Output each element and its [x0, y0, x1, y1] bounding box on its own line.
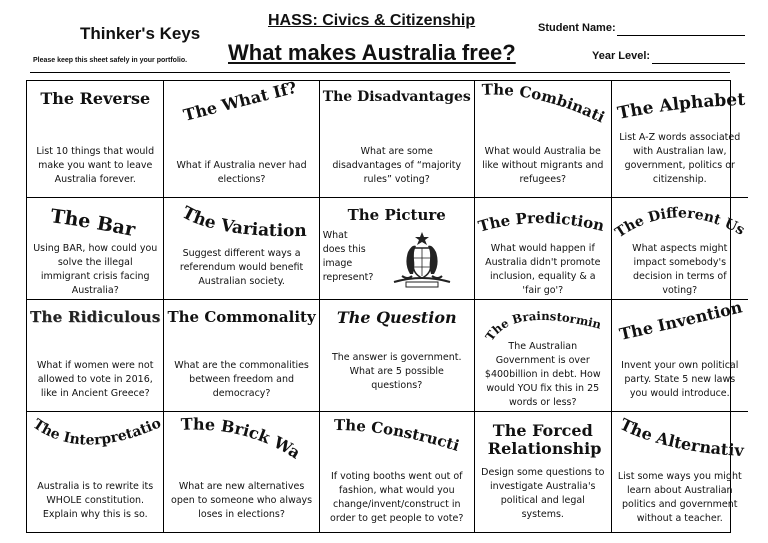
key-cell-what-if: [164, 77, 319, 198]
key-cell-ridiculous: [27, 300, 164, 412]
key-title: [472, 71, 608, 127]
key-text: List 10 things that would make you want to leave Australia forever.: [36, 146, 155, 185]
key-title: [30, 202, 160, 242]
key-cell-brick-wall: [164, 401, 319, 532]
header-divider: [30, 72, 730, 73]
key-title: The Picture: [347, 206, 446, 224]
key-text: What does this image represent?: [322, 230, 374, 283]
main-question: What makes Australia free?: [228, 40, 516, 65]
key-cell-alphabet: [612, 81, 748, 198]
key-cell-picture: [320, 198, 475, 300]
student-name-field[interactable]: [617, 35, 745, 36]
key-text: What aspects might impact somebody's decision in terms of voting?: [632, 243, 728, 296]
key-cell-alternative: [609, 401, 748, 532]
key-title: [615, 85, 745, 125]
key-text: Using BAR, how could you solve the illegal immigrant crisis facing Australia?: [33, 243, 158, 296]
subject-heading: HASS: Civics & Citizenship: [268, 12, 476, 29]
key-text: What are new alternatives open to someone who always loses in elections?: [171, 481, 313, 520]
key-text: Australia is to rewrite its WHOLE constitution. Explain why this is so.: [37, 481, 154, 520]
svg-text:The Interpretation: The Interpretation: [25, 404, 164, 449]
svg-text:The Bar: The Bar: [49, 205, 138, 242]
key-title: [610, 289, 745, 344]
key-cell-interpretation: [25, 404, 164, 532]
key-title: [326, 402, 462, 456]
key-cell-forced-relationship: [475, 412, 612, 532]
keep-note: Please keep this sheet safely in your portfolio.: [33, 57, 188, 64]
svg-text:The What If?: The What If?: [180, 77, 299, 125]
svg-text:The Inventions: The Inventions: [610, 289, 744, 344]
key-title: [173, 401, 307, 463]
key-title: [609, 401, 745, 461]
key-title: The Ridiculous: [30, 308, 161, 326]
key-text: Suggest different ways a referendum would benefit Australian society.: [179, 248, 304, 287]
student-name-label: Student Name:: [538, 22, 616, 34]
svg-text:The Brainstorming: The Brainstorming: [480, 293, 603, 344]
key-title: [610, 190, 747, 242]
key-cell-construction: [320, 402, 475, 532]
year-level-label: Year Level:: [592, 50, 651, 62]
svg-text:The Alphabet: The Alphabet: [615, 89, 746, 124]
key-cell-combination: [472, 71, 612, 198]
year-level-field[interactable]: [652, 63, 745, 64]
key-title: [475, 202, 608, 242]
key-text: What would Australia be like without migrants and refugees?: [482, 146, 604, 185]
key-title: The Reverse: [40, 89, 151, 108]
key-cell-commonality: [164, 300, 319, 412]
brand-title: Thinker's Keys: [80, 24, 201, 43]
key-title: The Question: [336, 308, 457, 327]
svg-text:The Variations: The Variations: [171, 187, 307, 242]
svg-text:The Brick Wall: The Brick Wall: [173, 401, 304, 463]
thinkers-keys-grid: [25, 71, 747, 533]
coat-of-arms-icon: [386, 230, 458, 290]
key-text: What are some disadvantages of “majority rules” voting?: [332, 146, 462, 185]
key-text: List some ways you might learn about Australian politics and government without a teacher.: [617, 471, 742, 524]
key-cell-disadvantages: [320, 81, 475, 198]
key-cell-prediction: [475, 198, 612, 300]
key-cell-brainstorming: [475, 293, 612, 412]
key-text: What are the commonalities between freedom and democracy?: [174, 360, 309, 399]
key-text: What if women were not allowed to vote in 2016, like in Ancient Greece?: [37, 360, 154, 399]
key-text: The answer is government. What are 5 possible questions?: [331, 352, 462, 391]
key-cell-bar: [27, 198, 164, 300]
key-title: The Disadvantages: [322, 89, 471, 105]
svg-text:The Construction: The Construction: [326, 402, 462, 455]
key-cell-different-uses: [610, 190, 748, 300]
key-title: The Commonality: [167, 308, 316, 326]
key-cell-reverse: [27, 81, 164, 198]
key-title: The Forced Relationship: [487, 421, 602, 458]
key-cell-question: [320, 300, 475, 412]
key-title: [25, 404, 164, 456]
key-text: Invent your own political party. State 5 new laws you would introduce.: [621, 360, 739, 399]
key-text: The Australian Government is over $400billion in debt. How would YOU fix this in 25 words or less?: [484, 341, 601, 408]
key-text: List A-Z words associated with Australian law, government, politics or citizenship.: [619, 132, 741, 185]
key-cell-inventions: [610, 289, 748, 412]
key-title: [177, 77, 307, 125]
key-cell-variations: [164, 187, 319, 300]
key-text: Design some questions to investigate Australia's political and legal systems.: [481, 467, 605, 520]
svg-text:The Combination: The Combination: [472, 71, 608, 127]
svg-text:The Different Uses: The Different Uses: [610, 190, 747, 242]
svg-text:The Alternative: The Alternative: [609, 401, 745, 461]
key-text: What if Australia never had elections?: [176, 160, 307, 185]
key-title: [478, 293, 608, 344]
key-text: What would happen if Australia didn't promote inclusion, equality & a 'fair go'?: [485, 243, 601, 296]
key-title: [171, 187, 307, 242]
key-text: If voting booths went out of fashion, what would you change/invent/construct in order to get people to vote?: [330, 471, 464, 524]
svg-text:The Prediction: The Prediction: [475, 208, 606, 236]
